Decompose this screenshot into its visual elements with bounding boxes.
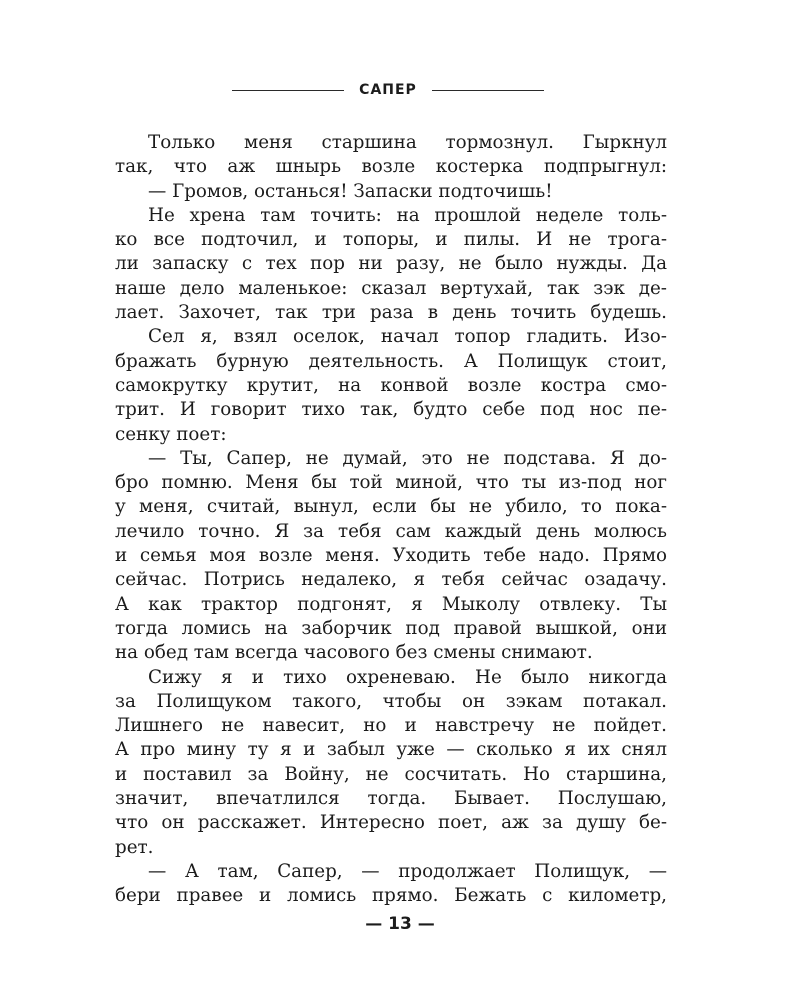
text-line: у меня, считай, вынул, если бы не убило, то пока- [115, 496, 667, 518]
text-line: тогда ломись на заборчик под правой вышкой, они [115, 617, 667, 639]
text-line: — Ты, Сапер, не думай, это не подстава. Я до- [148, 447, 667, 469]
running-head-title: САПЕР [359, 82, 417, 98]
text-line: бро помню. Меня бы той миной, что ты из-под ног [115, 472, 667, 494]
header-rule-left [232, 90, 344, 91]
text-line: ли запаску с тех пор ни разу, не было нужды. Да [115, 253, 667, 275]
text-line: Лишнего не навесит, но и навстречу не пойдет. [115, 715, 667, 737]
text-line: наше дело маленькое: сказал вертухай, так зэк де- [115, 277, 667, 299]
text-line: сенку поет: [115, 423, 227, 445]
text-line: А про мину ту я и забыл уже — сколько я их снял [115, 739, 667, 761]
page-number: — 13 — [365, 914, 435, 934]
text-line: ко все подточил, и топоры, и пилы. И не трога- [115, 229, 667, 251]
text-line: сейчас. Потрись недалеко, я тебя сейчас озадачу. [115, 569, 667, 591]
text-line: рет. [115, 836, 154, 858]
text-line: — Громов, останься! Запаски подточишь! [148, 180, 553, 202]
text-line: самокрутку крутит, на конвой возле костра смо- [115, 374, 667, 396]
text-line: на обед там всегда часового без смены снимают. [115, 642, 593, 664]
body-text [115, 131, 667, 909]
text-line: за Полищуком такого, чтобы он зэкам потакал. [115, 690, 667, 712]
text-line: бражать бурную деятельность. А Полищук стоит, [115, 350, 667, 372]
text-line: Только меня старшина тормознул. Гыркнул [148, 132, 667, 153]
text-line: — А там, Сапер, — продолжает Полищук, — [148, 860, 667, 882]
text-line: Сел я, взял оселок, начал топор гладить. Изо- [148, 326, 667, 348]
text-line: и поставил за Войну, не сосчитать. Но старшина, [115, 763, 667, 785]
text-line: и семья моя возле меня. Уходить тебе надо. Прямо [115, 545, 667, 567]
text-line: лечило точно. Я за тебя сам каждый день молюсь [115, 520, 667, 542]
text-line: А как трактор подгонят, я Мыколу отвлеку. Ты [115, 593, 667, 615]
text-line: лает. Захочет, так три раза в день точить будешь. [115, 302, 667, 324]
text-line: бери правее и ломись прямо. Бежать с километр, [115, 885, 667, 907]
running-header [0, 80, 800, 102]
text-line: трит. И говорит тихо так, будто себе под нос пе- [115, 399, 667, 421]
text-line: так, что аж шнырь возле костерка подпрыгнул: [115, 156, 667, 178]
text-line: Сижу я и тихо охреневаю. Не было никогда [148, 666, 667, 688]
text-line: что он расскажет. Интересно поет, аж за душу бе- [115, 812, 667, 834]
text-line: значит, впечатлился тогда. Бывает. Послушаю, [115, 788, 667, 810]
header-rule-right [432, 90, 544, 91]
text-line: Не хрена там точить: на прошлой неделе толь- [148, 204, 667, 226]
